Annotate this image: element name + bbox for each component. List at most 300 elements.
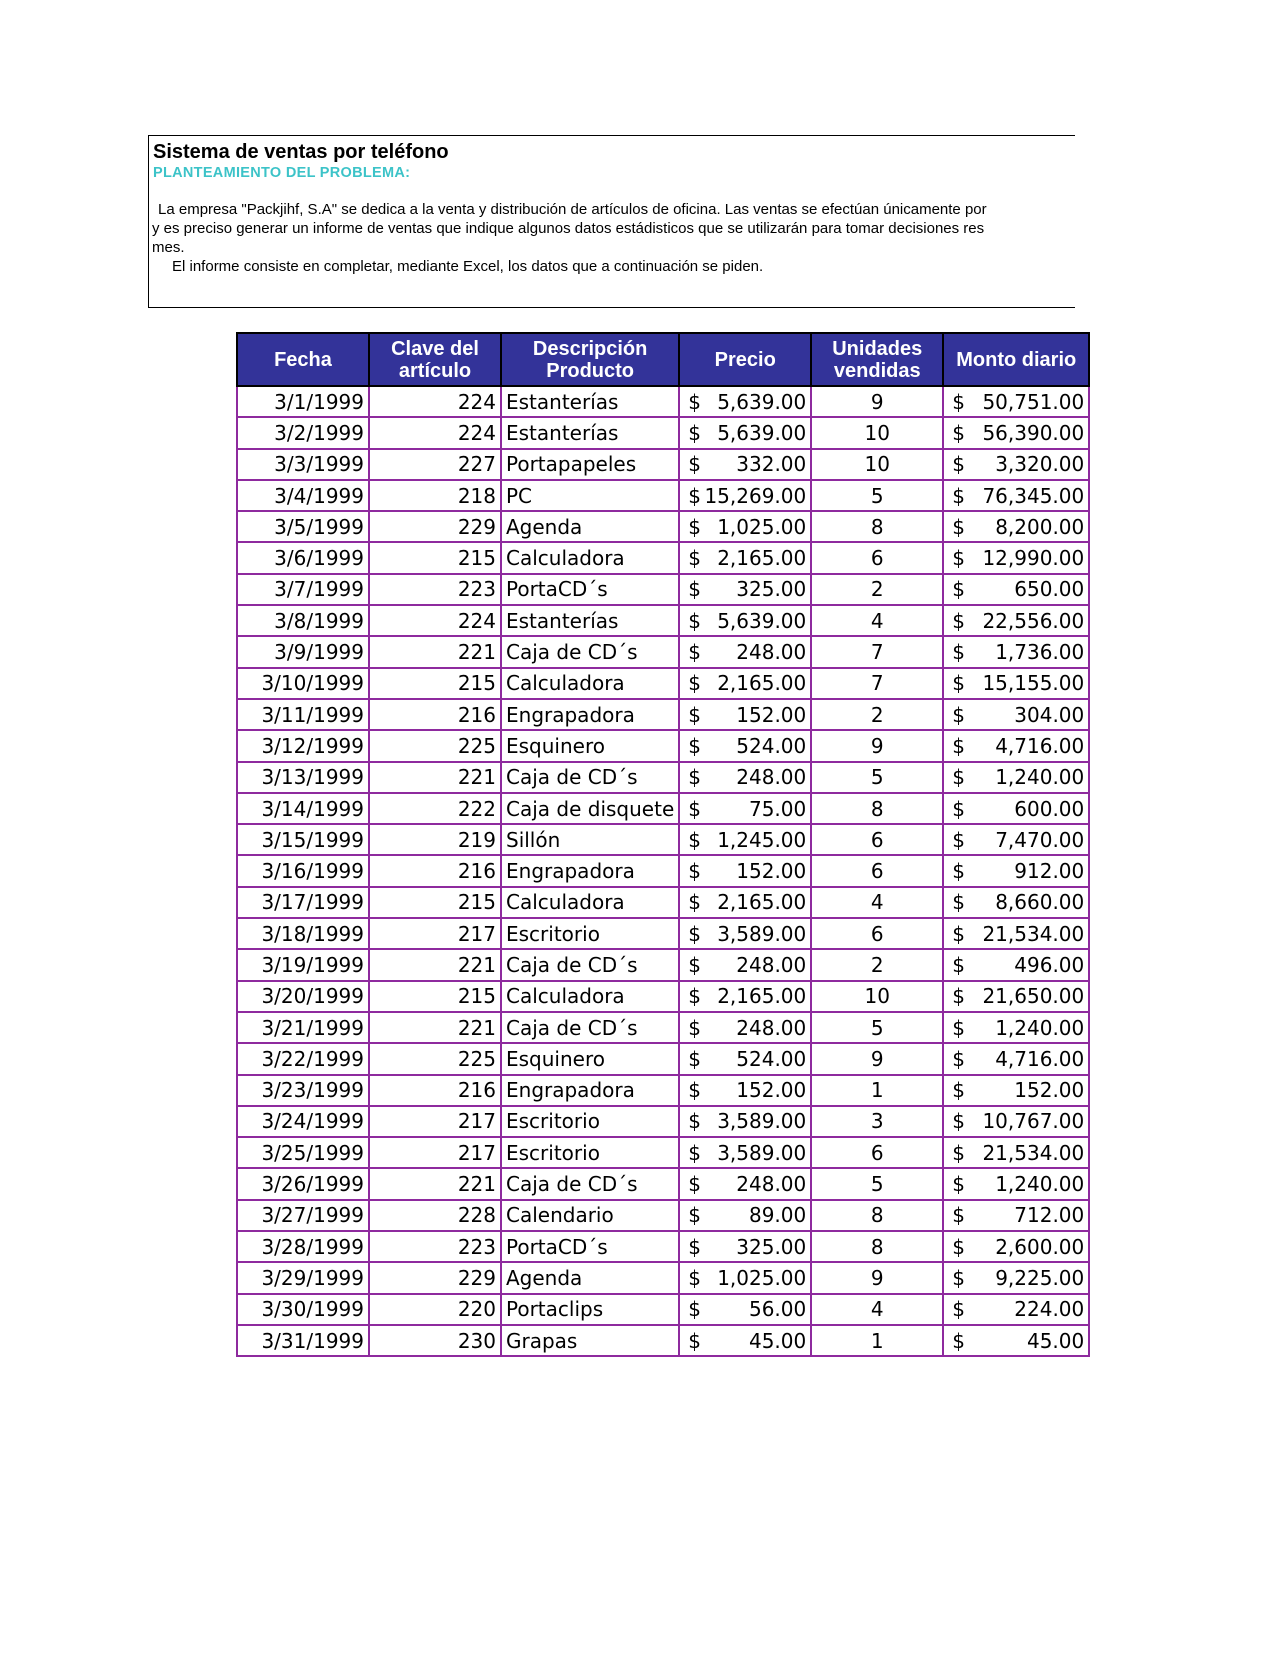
currency-symbol: $	[952, 1203, 965, 1228]
currency-symbol: $	[688, 1078, 701, 1103]
cell-unidades[interactable]: 9	[811, 1262, 943, 1293]
cell-descripcion[interactable]: Calculadora	[501, 981, 679, 1012]
cell-clave[interactable]: 223	[369, 574, 501, 605]
cell-descripcion[interactable]: Estanterías	[501, 386, 679, 417]
cell-fecha[interactable]: 3/9/1999	[237, 636, 369, 667]
cell-descripcion[interactable]: Escritorio	[501, 1137, 679, 1168]
cell-fecha[interactable]: 3/15/1999	[237, 824, 369, 855]
cell-precio[interactable]	[679, 668, 811, 699]
table-row	[237, 605, 1089, 636]
table-body	[237, 386, 1089, 1356]
cell-monto[interactable]	[943, 730, 1089, 761]
currency-symbol: $	[952, 859, 965, 884]
cell-clave[interactable]: 216	[369, 699, 501, 730]
header-unidades[interactable]	[811, 333, 943, 386]
table-row	[237, 542, 1089, 573]
currency-symbol: $	[688, 514, 701, 539]
cell-precio[interactable]	[679, 730, 811, 761]
currency-symbol: $	[688, 608, 701, 633]
cell-clave[interactable]: 215	[369, 981, 501, 1012]
table-row	[237, 1262, 1089, 1293]
cell-clave[interactable]: 221	[369, 1012, 501, 1043]
cell-monto[interactable]	[943, 668, 1089, 699]
cell-descripcion[interactable]: Caja de disquete	[501, 793, 679, 824]
cell-monto[interactable]	[943, 1231, 1089, 1262]
cell-clave[interactable]: 221	[369, 1168, 501, 1199]
cell-fecha[interactable]: 3/7/1999	[237, 574, 369, 605]
cell-clave[interactable]: 220	[369, 1294, 501, 1325]
cell-descripcion[interactable]: Estanterías	[501, 417, 679, 448]
cell-unidades[interactable]: 7	[811, 636, 943, 667]
cell-monto[interactable]	[943, 762, 1089, 793]
table-row	[237, 730, 1089, 761]
cell-descripcion[interactable]: Caja de CD´s	[501, 636, 679, 667]
currency-symbol: $	[952, 1172, 965, 1197]
currency-symbol: $	[952, 921, 965, 946]
cell-precio[interactable]	[679, 417, 811, 448]
cell-unidades[interactable]: 10	[811, 449, 943, 480]
table-row	[237, 449, 1089, 480]
currency-symbol: $	[952, 514, 965, 539]
cell-descripcion[interactable]: Calculadora	[501, 887, 679, 918]
cell-clave[interactable]: 228	[369, 1200, 501, 1231]
cell-monto[interactable]	[943, 1262, 1089, 1293]
table-row	[237, 1168, 1089, 1199]
cell-fecha[interactable]: 3/29/1999	[237, 1262, 369, 1293]
cell-fecha[interactable]: 3/21/1999	[237, 1012, 369, 1043]
cell-precio[interactable]	[679, 480, 811, 511]
cell-precio[interactable]	[679, 1106, 811, 1137]
cell-unidades[interactable]: 6	[811, 1137, 943, 1168]
cell-fecha[interactable]: 3/6/1999	[237, 542, 369, 573]
cell-monto[interactable]	[943, 636, 1089, 667]
cell-fecha[interactable]: 3/5/1999	[237, 511, 369, 542]
cell-monto-value: 600.00	[1014, 796, 1085, 821]
cell-clave[interactable]: 224	[369, 605, 501, 636]
table-header-row	[237, 333, 1089, 386]
cell-descripcion[interactable]: PortaCD´s	[501, 1231, 679, 1262]
cell-unidades[interactable]: 8	[811, 511, 943, 542]
header-clave[interactable]	[369, 333, 501, 386]
cell-descripcion[interactable]: Engrapadora	[501, 855, 679, 886]
cell-descripcion[interactable]: Portapapeles	[501, 449, 679, 480]
cell-clave[interactable]: 217	[369, 918, 501, 949]
currency-symbol: $	[688, 1265, 701, 1290]
cell-monto[interactable]	[943, 574, 1089, 605]
cell-monto-value: 50,751.00	[982, 389, 1085, 414]
cell-unidades[interactable]: 10	[811, 981, 943, 1012]
cell-fecha[interactable]: 3/26/1999	[237, 1168, 369, 1199]
problem-text-line: La empresa "Packjihf, S.A" se dedica a la venta y distribución de artículos de oficina. Las ventas se efectúan únicamente por	[158, 201, 987, 218]
cell-clave[interactable]: 219	[369, 824, 501, 855]
cell-monto-value: 8,660.00	[995, 890, 1085, 915]
cell-clave[interactable]: 221	[369, 949, 501, 980]
cell-unidades[interactable]: 2	[811, 699, 943, 730]
cell-descripcion[interactable]: Engrapadora	[501, 1075, 679, 1106]
currency-symbol: $	[688, 452, 701, 477]
currency-symbol: $	[688, 921, 701, 946]
cell-precio[interactable]	[679, 1294, 811, 1325]
cell-unidades[interactable]: 8	[811, 793, 943, 824]
cell-clave[interactable]: 221	[369, 636, 501, 667]
cell-precio[interactable]	[679, 793, 811, 824]
cell-unidades[interactable]: 2	[811, 949, 943, 980]
cell-precio[interactable]	[679, 574, 811, 605]
cell-monto[interactable]	[943, 981, 1089, 1012]
cell-monto-value: 21,534.00	[982, 921, 1085, 946]
cell-precio[interactable]	[679, 605, 811, 636]
cell-fecha[interactable]: 3/28/1999	[237, 1231, 369, 1262]
cell-fecha[interactable]: 3/8/1999	[237, 605, 369, 636]
cell-descripcion[interactable]: Esquinero	[501, 1043, 679, 1074]
problem-text-line: mes.	[152, 239, 185, 256]
cell-monto[interactable]	[943, 417, 1089, 448]
cell-precio-value: 3,589.00	[717, 1109, 807, 1134]
cell-clave[interactable]: 230	[369, 1325, 501, 1356]
cell-fecha[interactable]: 3/30/1999	[237, 1294, 369, 1325]
cell-monto[interactable]	[943, 824, 1089, 855]
cell-precio[interactable]	[679, 1168, 811, 1199]
currency-symbol: $	[688, 765, 701, 790]
cell-unidades[interactable]: 6	[811, 542, 943, 573]
cell-unidades[interactable]: 6	[811, 855, 943, 886]
cell-precio[interactable]	[679, 1231, 811, 1262]
cell-fecha[interactable]: 3/22/1999	[237, 1043, 369, 1074]
currency-symbol: $	[952, 671, 965, 696]
currency-symbol: $	[952, 1234, 965, 1259]
cell-fecha[interactable]: 3/1/1999	[237, 386, 369, 417]
cell-monto[interactable]	[943, 386, 1089, 417]
cell-unidades[interactable]: 2	[811, 574, 943, 605]
table-row	[237, 949, 1089, 980]
cell-monto-value: 8,200.00	[995, 514, 1085, 539]
cell-monto-value: 21,650.00	[982, 984, 1085, 1009]
cell-monto[interactable]	[943, 1200, 1089, 1231]
cell-monto-value: 4,716.00	[995, 733, 1085, 758]
cell-precio-value: 75.00	[748, 796, 807, 821]
cell-precio-value: 5,639.00	[717, 608, 807, 633]
currency-symbol: $	[952, 702, 965, 727]
cell-precio[interactable]	[679, 981, 811, 1012]
currency-symbol: $	[688, 859, 701, 884]
cell-precio-value: 248.00	[736, 1015, 807, 1040]
currency-symbol: $	[688, 1109, 701, 1134]
table-row	[237, 1075, 1089, 1106]
cell-precio[interactable]	[679, 699, 811, 730]
cell-monto[interactable]	[943, 949, 1089, 980]
cell-monto[interactable]	[943, 1043, 1089, 1074]
cell-monto[interactable]	[943, 511, 1089, 542]
cell-unidades[interactable]: 3	[811, 1106, 943, 1137]
cell-unidades[interactable]: 7	[811, 668, 943, 699]
cell-clave[interactable]: 218	[369, 480, 501, 511]
cell-clave[interactable]: 229	[369, 1262, 501, 1293]
cell-monto[interactable]	[943, 699, 1089, 730]
table-row	[237, 793, 1089, 824]
cell-unidades[interactable]: 10	[811, 417, 943, 448]
cell-descripcion[interactable]: Caja de CD´s	[501, 1012, 679, 1043]
cell-monto[interactable]	[943, 1137, 1089, 1168]
cell-clave[interactable]: 216	[369, 855, 501, 886]
cell-clave[interactable]: 225	[369, 1043, 501, 1074]
cell-fecha[interactable]: 3/18/1999	[237, 918, 369, 949]
cell-monto-value: 3,320.00	[995, 452, 1085, 477]
cell-monto-value: 21,534.00	[982, 1140, 1085, 1165]
cell-fecha[interactable]: 3/25/1999	[237, 1137, 369, 1168]
cell-descripcion[interactable]: PC	[501, 480, 679, 511]
cell-clave[interactable]: 215	[369, 668, 501, 699]
cell-monto-value: 45.00	[1026, 1328, 1085, 1353]
cell-monto[interactable]	[943, 480, 1089, 511]
cell-precio[interactable]	[679, 949, 811, 980]
cell-fecha[interactable]: 3/27/1999	[237, 1200, 369, 1231]
cell-descripcion[interactable]: Sillón	[501, 824, 679, 855]
currency-symbol: $	[952, 1265, 965, 1290]
cell-monto[interactable]	[943, 542, 1089, 573]
cell-precio[interactable]	[679, 855, 811, 886]
cell-precio[interactable]	[679, 1043, 811, 1074]
cell-monto-value: 22,556.00	[982, 608, 1085, 633]
table-row	[237, 699, 1089, 730]
cell-clave[interactable]: 221	[369, 762, 501, 793]
cell-descripcion[interactable]: Esquinero	[501, 730, 679, 761]
table-row	[237, 1325, 1089, 1356]
currency-symbol: $	[688, 1015, 701, 1040]
currency-symbol: $	[688, 420, 701, 445]
table-row	[237, 1137, 1089, 1168]
cell-fecha[interactable]: 3/24/1999	[237, 1106, 369, 1137]
currency-symbol: $	[952, 765, 965, 790]
cell-clave[interactable]: 215	[369, 887, 501, 918]
cell-precio-value: 332.00	[736, 452, 807, 477]
cell-fecha[interactable]: 3/20/1999	[237, 981, 369, 1012]
cell-monto[interactable]	[943, 605, 1089, 636]
cell-precio[interactable]	[679, 918, 811, 949]
currency-symbol: $	[952, 796, 965, 821]
cell-clave[interactable]: 224	[369, 386, 501, 417]
cell-descripcion[interactable]: Portaclips	[501, 1294, 679, 1325]
cell-precio-value: 3,589.00	[717, 921, 807, 946]
cell-fecha[interactable]: 3/13/1999	[237, 762, 369, 793]
cell-descripcion[interactable]: Calculadora	[501, 542, 679, 573]
cell-precio-value: 3,589.00	[717, 1140, 807, 1165]
cell-descripcion[interactable]: Engrapadora	[501, 699, 679, 730]
cell-descripcion[interactable]: Calendario	[501, 1200, 679, 1231]
cell-monto[interactable]	[943, 1325, 1089, 1356]
cell-precio[interactable]	[679, 1137, 811, 1168]
problem-statement-box	[148, 135, 1075, 308]
cell-precio-value: 524.00	[736, 733, 807, 758]
cell-monto[interactable]	[943, 793, 1089, 824]
cell-precio-value: 2,165.00	[717, 984, 807, 1009]
cell-monto-value: 9,225.00	[995, 1265, 1085, 1290]
cell-monto-value: 496.00	[1014, 952, 1085, 977]
cell-fecha[interactable]: 3/12/1999	[237, 730, 369, 761]
cell-fecha[interactable]: 3/16/1999	[237, 855, 369, 886]
cell-unidades[interactable]: 9	[811, 1043, 943, 1074]
cell-precio-value: 89.00	[748, 1203, 807, 1228]
cell-monto-value: 56,390.00	[982, 420, 1085, 445]
cell-precio[interactable]	[679, 449, 811, 480]
cell-precio[interactable]	[679, 1200, 811, 1231]
cell-descripcion[interactable]: Estanterías	[501, 605, 679, 636]
cell-fecha[interactable]: 3/19/1999	[237, 949, 369, 980]
cell-unidades[interactable]: 6	[811, 824, 943, 855]
cell-descripcion[interactable]: Escritorio	[501, 1106, 679, 1137]
cell-monto-value: 1,736.00	[995, 640, 1085, 665]
cell-monto-value: 304.00	[1014, 702, 1085, 727]
cell-fecha[interactable]: 3/23/1999	[237, 1075, 369, 1106]
cell-fecha[interactable]: 3/14/1999	[237, 793, 369, 824]
cell-monto-value: 712.00	[1014, 1203, 1085, 1228]
cell-clave[interactable]: 222	[369, 793, 501, 824]
cell-unidades[interactable]: 4	[811, 887, 943, 918]
table-row	[237, 1012, 1089, 1043]
cell-monto[interactable]	[943, 887, 1089, 918]
cell-monto[interactable]	[943, 1106, 1089, 1137]
cell-clave[interactable]: 224	[369, 417, 501, 448]
cell-descripcion[interactable]: Escritorio	[501, 918, 679, 949]
header-descripcion[interactable]	[501, 333, 679, 386]
cell-fecha[interactable]: 3/11/1999	[237, 699, 369, 730]
cell-precio[interactable]	[679, 511, 811, 542]
cell-descripcion[interactable]: Agenda	[501, 511, 679, 542]
table-row	[237, 887, 1089, 918]
cell-unidades[interactable]: 5	[811, 762, 943, 793]
sales-table	[236, 332, 1090, 1357]
currency-symbol: $	[688, 1140, 701, 1165]
problem-subtitle: PLANTEAMIENTO DEL PROBLEMA:	[153, 165, 411, 181]
cell-monto[interactable]	[943, 1294, 1089, 1325]
cell-clave[interactable]: 217	[369, 1106, 501, 1137]
cell-descripcion[interactable]: Caja de CD´s	[501, 1168, 679, 1199]
cell-precio-value: 56.00	[748, 1297, 807, 1322]
currency-symbol: $	[952, 452, 965, 477]
header-monto[interactable]: Monto diario	[943, 333, 1089, 386]
cell-unidades[interactable]: 8	[811, 1231, 943, 1262]
table-row	[237, 636, 1089, 667]
cell-unidades[interactable]: 9	[811, 386, 943, 417]
currency-symbol: $	[688, 389, 701, 414]
cell-clave[interactable]: 227	[369, 449, 501, 480]
table-row	[237, 981, 1089, 1012]
table-row	[237, 480, 1089, 511]
cell-precio-value: 325.00	[736, 577, 807, 602]
cell-clave[interactable]: 225	[369, 730, 501, 761]
cell-monto-value: 4,716.00	[995, 1046, 1085, 1071]
cell-fecha[interactable]: 3/31/1999	[237, 1325, 369, 1356]
cell-fecha[interactable]: 3/2/1999	[237, 417, 369, 448]
cell-monto[interactable]	[943, 449, 1089, 480]
cell-fecha[interactable]: 3/10/1999	[237, 668, 369, 699]
cell-descripcion[interactable]: Calculadora	[501, 668, 679, 699]
cell-monto-value: 76,345.00	[982, 483, 1085, 508]
cell-precio-value: 1,025.00	[717, 514, 807, 539]
cell-fecha[interactable]: 3/4/1999	[237, 480, 369, 511]
table-row	[237, 511, 1089, 542]
cell-descripcion[interactable]: Caja de CD´s	[501, 949, 679, 980]
currency-symbol: $	[688, 1203, 701, 1228]
cell-unidades[interactable]: 9	[811, 730, 943, 761]
cell-monto-value: 10,767.00	[982, 1109, 1085, 1134]
cell-precio-value: 2,165.00	[717, 546, 807, 571]
cell-descripcion[interactable]: Grapas	[501, 1325, 679, 1356]
cell-monto[interactable]	[943, 1168, 1089, 1199]
cell-unidades[interactable]: 4	[811, 605, 943, 636]
cell-monto[interactable]	[943, 918, 1089, 949]
cell-clave[interactable]: 229	[369, 511, 501, 542]
cell-unidades[interactable]: 1	[811, 1075, 943, 1106]
cell-descripcion[interactable]: Agenda	[501, 1262, 679, 1293]
cell-unidades[interactable]: 6	[811, 918, 943, 949]
cell-descripcion[interactable]: PortaCD´s	[501, 574, 679, 605]
cell-monto-value: 15,155.00	[982, 671, 1085, 696]
cell-precio-value: 248.00	[736, 1172, 807, 1197]
currency-symbol: $	[688, 890, 701, 915]
currency-symbol: $	[952, 1328, 965, 1353]
cell-precio[interactable]	[679, 636, 811, 667]
cell-precio[interactable]	[679, 824, 811, 855]
header-precio[interactable]: Precio	[679, 333, 811, 386]
cell-precio[interactable]	[679, 762, 811, 793]
cell-clave[interactable]: 217	[369, 1137, 501, 1168]
cell-unidades[interactable]: 5	[811, 480, 943, 511]
currency-symbol: $	[688, 1172, 701, 1197]
cell-monto[interactable]	[943, 1012, 1089, 1043]
cell-fecha[interactable]: 3/17/1999	[237, 887, 369, 918]
cell-unidades[interactable]: 5	[811, 1012, 943, 1043]
cell-monto[interactable]	[943, 1075, 1089, 1106]
currency-symbol: $	[952, 890, 965, 915]
currency-symbol: $	[952, 952, 965, 977]
cell-monto-value: 7,470.00	[995, 827, 1085, 852]
cell-precio[interactable]	[679, 1012, 811, 1043]
cell-precio[interactable]	[679, 1075, 811, 1106]
currency-symbol: $	[952, 1297, 965, 1322]
header-fecha[interactable]: Fecha	[237, 333, 369, 386]
cell-unidades[interactable]: 8	[811, 1200, 943, 1231]
cell-clave[interactable]: 223	[369, 1231, 501, 1262]
header-descripcion-line: Producto	[546, 359, 635, 382]
cell-unidades[interactable]: 4	[811, 1294, 943, 1325]
cell-fecha[interactable]: 3/3/1999	[237, 449, 369, 480]
cell-precio[interactable]	[679, 887, 811, 918]
header-clave-line: Clave del	[391, 337, 479, 360]
header-unidades-line: Unidades	[832, 337, 923, 360]
cell-monto-value: 1,240.00	[995, 1015, 1085, 1040]
cell-precio-value: 2,165.00	[717, 671, 807, 696]
cell-descripcion[interactable]: Caja de CD´s	[501, 762, 679, 793]
currency-symbol: $	[688, 952, 701, 977]
cell-precio[interactable]	[679, 1262, 811, 1293]
cell-precio[interactable]	[679, 542, 811, 573]
cell-monto[interactable]	[943, 855, 1089, 886]
cell-unidades[interactable]: 1	[811, 1325, 943, 1356]
currency-symbol: $	[688, 1328, 701, 1353]
cell-clave[interactable]: 216	[369, 1075, 501, 1106]
cell-clave[interactable]: 215	[369, 542, 501, 573]
currency-symbol: $	[952, 420, 965, 445]
cell-monto-value: 152.00	[1014, 1078, 1085, 1103]
cell-monto-value: 1,240.00	[995, 1172, 1085, 1197]
cell-precio[interactable]	[679, 386, 811, 417]
cell-precio[interactable]	[679, 1325, 811, 1356]
table-row	[237, 386, 1089, 417]
currency-symbol: $	[952, 608, 965, 633]
table-row	[237, 1294, 1089, 1325]
cell-unidades[interactable]: 5	[811, 1168, 943, 1199]
cell-precio-value: 15,269.00	[704, 483, 807, 508]
